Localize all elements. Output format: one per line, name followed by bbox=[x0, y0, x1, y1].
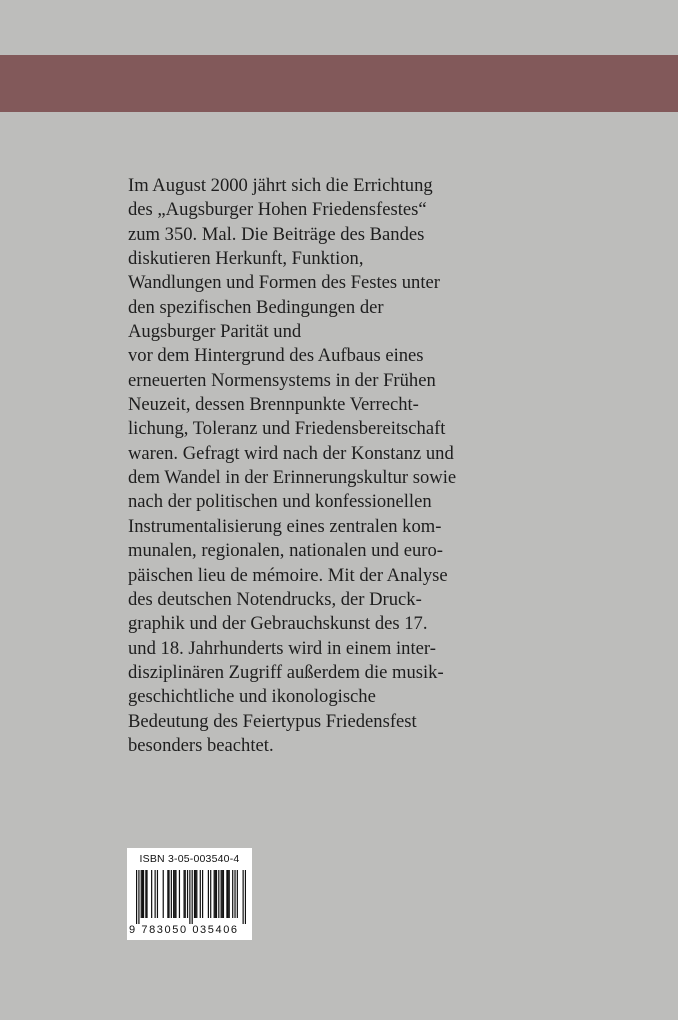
barcode-guard-bar bbox=[189, 870, 190, 924]
barcode-bar bbox=[229, 870, 230, 918]
blurb-line: erneuerten Normensystems in der Frühen bbox=[128, 369, 436, 391]
top-color-band bbox=[0, 55, 678, 112]
barcode-bar bbox=[237, 870, 238, 918]
blurb-line: zum 350. Mal. Die Beiträge des Bandes bbox=[128, 223, 425, 245]
blurb-line: besonders beachtet. bbox=[128, 734, 274, 756]
barcode-bar bbox=[142, 870, 143, 918]
blurb-line: lichung, Toleranz und Friedensbereitschaft bbox=[128, 418, 446, 440]
barcode-bar bbox=[174, 870, 175, 918]
barcode-bar bbox=[214, 870, 215, 918]
blurb-line: Im August 2000 jährt sich die Errichtung bbox=[128, 175, 433, 196]
barcode-bar bbox=[221, 870, 222, 918]
barcode-bar bbox=[183, 870, 184, 918]
barcode-bar bbox=[210, 870, 211, 918]
barcode-bar bbox=[216, 870, 217, 918]
barcode-bar bbox=[168, 870, 169, 918]
barcode-bar bbox=[155, 870, 156, 918]
barcode-bar bbox=[146, 870, 147, 918]
blurb-line: Neuzeit, dessen Brennpunkte Verrecht- bbox=[128, 394, 419, 416]
barcode-guard-bar bbox=[243, 870, 244, 924]
blurb-line: und 18. Jahrhunderts wird in einem inter- bbox=[128, 637, 436, 659]
barcode-bar bbox=[187, 870, 188, 918]
blurb-line: Instrumentalisierung eines zentralen kom- bbox=[128, 515, 442, 537]
barcode-bar bbox=[167, 870, 168, 918]
barcode-bar bbox=[202, 870, 203, 918]
barcode-bar bbox=[185, 870, 186, 918]
barcode-bar bbox=[196, 870, 197, 918]
barcode-bar bbox=[141, 870, 142, 918]
barcode-bar bbox=[215, 870, 216, 918]
barcode-bar bbox=[227, 870, 228, 918]
barcode-guard-bar bbox=[192, 870, 193, 924]
barcode-guard-bar bbox=[136, 870, 137, 924]
barcode-bar bbox=[175, 870, 176, 918]
barcode-icon bbox=[136, 870, 246, 924]
blurb-line: Augsburger Parität und bbox=[128, 321, 302, 343]
blurb-line: graphik und der Gebrauchskunst des 17. bbox=[128, 613, 428, 635]
barcode-bar bbox=[194, 870, 195, 918]
blurb-line: päischen lieu de mémoire. Mit der Analyse bbox=[128, 564, 448, 586]
blurb-line: den spezifischen Bedingungen der bbox=[128, 296, 384, 318]
barcode-bar bbox=[200, 870, 201, 918]
blurb-line: Bedeutung des Feiertypus Friedensfest bbox=[128, 710, 417, 732]
back-cover-blurb bbox=[128, 174, 508, 758]
barcode-bar bbox=[232, 870, 233, 918]
barcode-bar bbox=[157, 870, 158, 918]
blurb-line: Wandlungen und Formen des Festes unter bbox=[128, 272, 440, 294]
barcode-bar bbox=[151, 870, 152, 918]
blurb-line: diskutieren Herkunft, Funktion, bbox=[128, 248, 364, 270]
barcode-bar bbox=[171, 870, 172, 918]
barcode-bar bbox=[226, 870, 227, 918]
barcode-bar bbox=[143, 870, 144, 918]
blurb-line: disziplinären Zugriff außerdem die musik- bbox=[128, 661, 444, 683]
barcode-bar bbox=[195, 870, 196, 918]
blurb-line: geschichtliche und ikonologische bbox=[128, 686, 376, 708]
blurb-line: dem Wandel in der Erinnerungskultur sowie bbox=[128, 467, 457, 489]
barcode-bar bbox=[218, 870, 219, 918]
barcode-guard-bar bbox=[245, 870, 246, 924]
blurb-line: munalen, regionalen, nationalen und euro- bbox=[128, 540, 443, 562]
barcode-bar bbox=[163, 870, 164, 918]
blurb-line: nach der politischen und konfessionellen bbox=[128, 491, 432, 513]
barcode-bar bbox=[208, 870, 209, 918]
barcode-bar bbox=[222, 870, 223, 918]
barcode-bar bbox=[173, 870, 174, 918]
barcode-bar bbox=[234, 870, 235, 918]
isbn-number: ISBN 3-05-003540-4 bbox=[139, 853, 240, 865]
blurb-line: waren. Gefragt wird nach der Konstanz und bbox=[128, 442, 454, 464]
barcode-guard-bar bbox=[138, 870, 139, 924]
isbn-barcode-label bbox=[127, 848, 252, 940]
blurb-line: des „Augsburger Hohen Friedensfestes“ bbox=[128, 199, 427, 221]
barcode-bar bbox=[145, 870, 146, 918]
barcode-bar bbox=[179, 870, 180, 918]
ean-digits: 9 783050 035406 bbox=[129, 924, 239, 936]
barcode-bar bbox=[223, 870, 224, 918]
blurb-line: vor dem Hintergrund des Aufbaus eines bbox=[128, 345, 424, 367]
blurb-line: des deutschen Notendrucks, der Druck- bbox=[128, 588, 422, 610]
